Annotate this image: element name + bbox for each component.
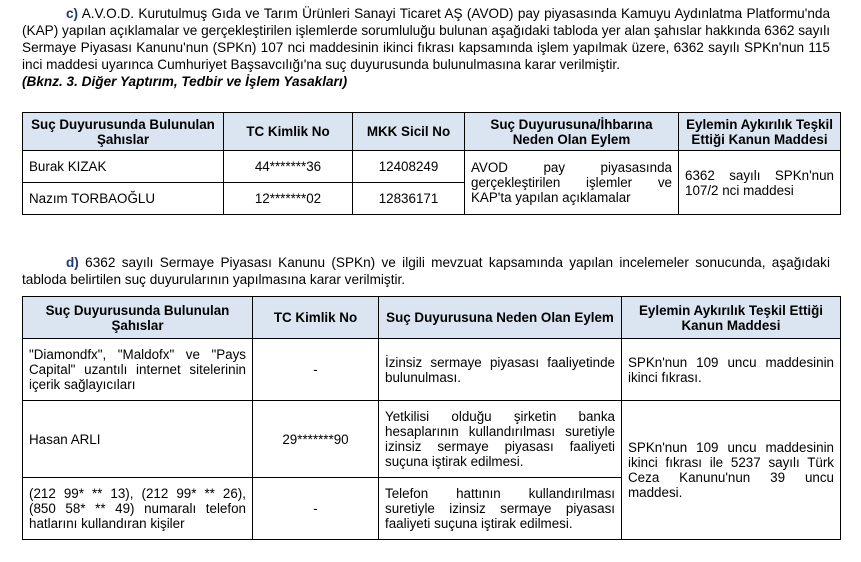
cell-tc: 29*******90 xyxy=(253,401,379,478)
cell-person: Nazım TORBAOĞLU xyxy=(23,183,224,215)
table-row xyxy=(23,401,841,478)
section-d-text: 6362 sayılı Sermaye Piyasası Kanunu (SPKn) ve ilgili mevzuat kapsamında yapılan incelemeler sonucunda, aşağıdaki tabloda belirtilen suç duyurularının yapılmasına karar verilmiştir. xyxy=(22,255,831,287)
cell-article: 6362 sayılı SPKn'nun 107/2 nci maddesi xyxy=(679,151,841,215)
cell-person: Burak KIZAK xyxy=(23,151,224,183)
section-c-letter: c) xyxy=(66,6,79,21)
table-row xyxy=(23,151,841,183)
cell-tc: 12*******02 xyxy=(224,183,353,215)
table-header-row xyxy=(23,113,841,151)
section-c-reference: (Bknz. 3. Diğer Yaptırım, Tedbir ve İşlem Yasakları) xyxy=(22,74,348,89)
section-c-text: A.V.O.D. Kurutulmuş Gıda ve Tarım Ürünleri Sanayi Ticaret AŞ (AVOD) pay piyasasında Kamuyu Aydınlatma Platformu'nda (KAP) yapılan açıklamalar ve gerçekleştirilen işlemlerde sorumluluğu bulunan aşağıdaki tabloda yer alan şahıslar hakkında 6362 sayılı Sermaye Piyasası Kanunu'nun (SPKn) 107 nci maddesinin ikinci fıkrası kapsamında işlem yapılmak üzere, 6362 sayılı SPKn'nun 115 inci maddesi uyarınca Cumhuriyet Başsavcılığı'na suç duyurusunda bulunulmasına karar verilmiştir. xyxy=(22,6,831,72)
header-tc: TC Kimlik No xyxy=(224,113,353,151)
cell-tc: - xyxy=(253,478,379,540)
cell-mkk: 12408249 xyxy=(353,151,465,183)
cell-action: AVOD pay piyasasında gerçekleştirilen işlemler ve KAP'ta yapılan açıklamalar xyxy=(465,151,679,215)
header-tc: TC Kimlik No xyxy=(253,297,379,339)
cell-person: (212 99* ** 13), (212 99* ** 26), (850 58* ** 49) numaralı telefon hatlarını kullandıran kişiler xyxy=(23,478,253,540)
cell-action: Yetkilisi olduğu şirketin banka hesaplarının kullandırılması suretiyle izinsiz sermaye piyasası faaliyeti suçuna iştirak edilmesi. xyxy=(379,401,622,478)
section-d-table xyxy=(22,296,841,540)
cell-article-merged: SPKn'nun 109 uncu maddesinin ikinci fıkrası ile 5237 sayılı Türk Ceza Kanunu'nun 39 uncu maddesi. xyxy=(622,401,841,540)
header-persons: Suç Duyurusunda Bulunulan Şahıslar xyxy=(23,113,224,151)
header-article: Eylemin Aykırılık Teşkil Ettiği Kanun Maddesi xyxy=(622,297,841,339)
section-c-paragraph xyxy=(22,5,830,90)
header-mkk: MKK Sicil No xyxy=(353,113,465,151)
section-c-table xyxy=(22,112,841,215)
header-article: Eylemin Aykırılık Teşkil Ettiği Kanun Maddesi xyxy=(679,113,841,151)
cell-tc: - xyxy=(253,339,379,401)
section-d-letter: d) xyxy=(66,255,79,270)
header-action: Suç Duyurusuna Neden Olan Eylem xyxy=(379,297,622,339)
header-action: Suç Duyurusuna/İhbarına Neden Olan Eylem xyxy=(465,113,679,151)
table-header-row xyxy=(23,297,841,339)
cell-article: SPKn'nun 109 uncu maddesinin ikinci fıkrası. xyxy=(622,339,841,401)
section-d-paragraph xyxy=(22,254,830,288)
cell-tc: 44*******36 xyxy=(224,151,353,183)
cell-action: Telefon hattının kullandırılması suretiyle izinsiz sermaye piyasası faaliyeti suçuna iştirak edilmesi. xyxy=(379,478,622,540)
cell-person: Hasan ARLI xyxy=(23,401,253,478)
header-persons: Suç Duyurusunda Bulunulan Şahıslar xyxy=(23,297,253,339)
cell-mkk: 12836171 xyxy=(353,183,465,215)
cell-person: "Diamondfx", "Maldofx" ve "Pays Capital" uzantılı internet sitelerinin içerik sağlayıcıları xyxy=(23,339,253,401)
cell-action: İzinsiz sermaye piyasası faaliyetinde bulunulması. xyxy=(379,339,622,401)
table-row xyxy=(23,339,841,401)
